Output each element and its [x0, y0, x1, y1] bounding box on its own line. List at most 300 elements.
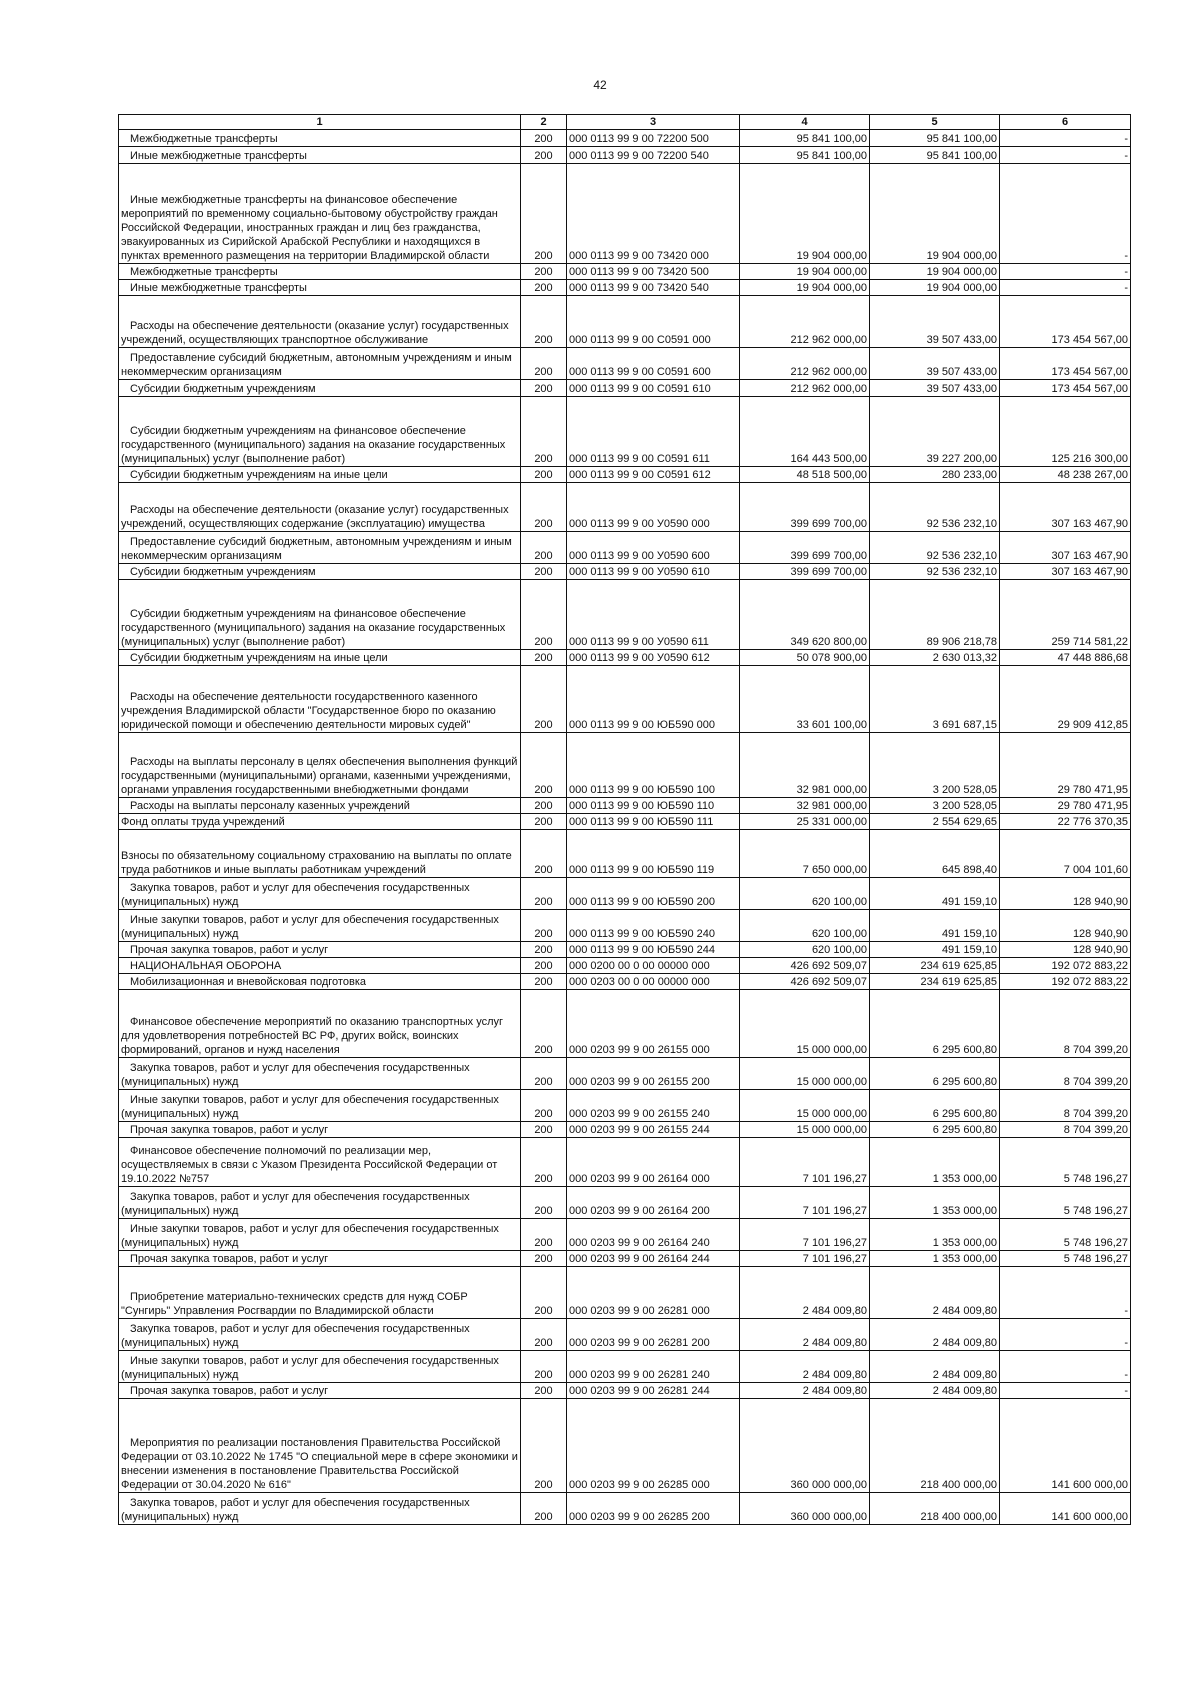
row-code: 200 [521, 564, 567, 580]
row-value-col5: 92 536 232,10 [870, 564, 1000, 580]
row-name-cell [119, 1138, 521, 1187]
row-kbk-code: 000 0203 99 9 00 26164 240 [567, 1219, 740, 1251]
row-kbk-code: 000 0113 99 9 00 72200 540 [567, 147, 740, 164]
row-name-cell [119, 814, 521, 830]
row-value-col6: - [1000, 1319, 1131, 1351]
row-code: 200 [521, 130, 567, 147]
row-value-col4: 426 692 509,07 [740, 974, 870, 990]
row-kbk-code: 000 0203 99 9 00 26285 200 [567, 1493, 740, 1525]
row-value-col5: 3 200 528,05 [870, 798, 1000, 814]
row-value-col6: 8 704 399,20 [1000, 990, 1131, 1058]
table-row [119, 814, 1131, 830]
row-value-col4: 399 699 700,00 [740, 483, 870, 532]
row-kbk-code: 000 0113 99 9 00 72200 500 [567, 130, 740, 147]
row-name: Субсидии бюджетным учреждениям на финансовое обеспечение государственного (муниципального) задания на оказание государственных (муниципальных) услуг (выполнение работ) [121, 425, 506, 465]
row-kbk-code: 000 0113 99 9 00 73420 540 [567, 280, 740, 296]
row-kbk-code: 000 0113 99 9 00 ЮБ590 240 [567, 910, 740, 942]
table-row [119, 1351, 1131, 1383]
row-name: Субсидии бюджетным учреждениям [130, 383, 316, 395]
row-kbk-code: 000 0113 99 9 00 ЮБ590 119 [567, 830, 740, 878]
row-value-col5: 39 507 433,00 [870, 380, 1000, 397]
row-value-col5: 92 536 232,10 [870, 532, 1000, 564]
row-value-col5: 95 841 100,00 [870, 130, 1000, 147]
row-name-cell [119, 397, 521, 467]
row-name-cell [119, 130, 521, 147]
row-value-col6: 173 454 567,00 [1000, 296, 1131, 348]
row-value-col4: 32 981 000,00 [740, 733, 870, 798]
table-row [119, 130, 1131, 147]
row-value-col6: 307 163 467,90 [1000, 483, 1131, 532]
row-value-col6: 5 748 196,27 [1000, 1251, 1131, 1267]
row-value-col5: 6 295 600,80 [870, 1090, 1000, 1122]
row-code: 200 [521, 164, 567, 264]
row-name-cell [119, 733, 521, 798]
table-row [119, 1267, 1131, 1319]
page-number: 42 [593, 78, 607, 92]
row-value-col4: 15 000 000,00 [740, 1058, 870, 1090]
row-value-col5: 491 159,10 [870, 910, 1000, 942]
row-value-col6: 307 163 467,90 [1000, 532, 1131, 564]
header-col-2: 2 [521, 115, 567, 130]
row-name-cell [119, 942, 521, 958]
row-value-col5: 2 554 629,65 [870, 814, 1000, 830]
row-name: Субсидии бюджетным учреждениям на финансовое обеспечение государственного (муниципального) задания на оказание государственных (муниципальных) услуг (выполнение работ) [121, 608, 506, 648]
table-row [119, 147, 1131, 164]
row-value-col4: 15 000 000,00 [740, 990, 870, 1058]
row-name: Мобилизационная и вневойсковая подготовка [130, 976, 366, 988]
row-name: Мероприятия по реализации постановления Правительства Российской Федерации от 03.10.2022 № 1745 "О специальной мере в сфере экономики и внесении изменения в постановление Правительства Российской Федерации от 30.04.2020 № 616" [121, 1437, 518, 1491]
row-value-col4: 164 443 500,00 [740, 397, 870, 467]
row-code: 200 [521, 1319, 567, 1351]
row-value-col4: 19 904 000,00 [740, 164, 870, 264]
row-value-col6: 8 704 399,20 [1000, 1058, 1131, 1090]
row-code: 200 [521, 147, 567, 164]
table-row [119, 532, 1131, 564]
row-name: Иные закупки товаров, работ и услуг для обеспечения государственных (муниципальных) нужд [121, 1094, 499, 1120]
table-row [119, 878, 1131, 910]
table-row [119, 1090, 1131, 1122]
table-row [119, 1251, 1131, 1267]
row-code: 200 [521, 1090, 567, 1122]
row-name: Иные закупки товаров, работ и услуг для обеспечения государственных (муниципальных) нужд [121, 1355, 499, 1381]
row-kbk-code: 000 0113 99 9 00 У0590 611 [567, 580, 740, 650]
row-value-col5: 645 898,40 [870, 830, 1000, 878]
row-value-col6: 192 072 883,22 [1000, 974, 1131, 990]
row-value-col5: 6 295 600,80 [870, 1058, 1000, 1090]
row-value-col4: 95 841 100,00 [740, 130, 870, 147]
row-name: Взносы по обязательному социальному страхованию на выплаты по оплате труда работников и иные выплаты работникам учреждений [121, 850, 512, 876]
table-row [119, 1493, 1131, 1525]
row-code: 200 [521, 666, 567, 733]
row-value-col6: 173 454 567,00 [1000, 348, 1131, 380]
row-code: 200 [521, 1251, 567, 1267]
row-value-col4: 95 841 100,00 [740, 147, 870, 164]
row-value-col5: 491 159,10 [870, 942, 1000, 958]
row-name: Межбюджетные трансферты [130, 266, 278, 278]
row-value-col4: 7 650 000,00 [740, 830, 870, 878]
row-kbk-code: 000 0113 99 9 00 ЮБ590 111 [567, 814, 740, 830]
row-value-col6: - [1000, 147, 1131, 164]
row-value-col6: 29 780 471,95 [1000, 798, 1131, 814]
row-kbk-code: 000 0113 99 9 00 С0591 612 [567, 467, 740, 483]
row-name: Расходы на выплаты персоналу казенных учреждений [130, 800, 410, 812]
row-kbk-code: 000 0113 99 9 00 У0590 600 [567, 532, 740, 564]
row-code: 200 [521, 878, 567, 910]
row-name: Предоставление субсидий бюджетным, автономным учреждениям и иным некоммерческим организациям [121, 536, 512, 562]
row-name-cell [119, 532, 521, 564]
row-code: 200 [521, 1219, 567, 1251]
row-kbk-code: 000 0113 99 9 00 73420 000 [567, 164, 740, 264]
row-value-col5: 2 484 009,80 [870, 1351, 1000, 1383]
row-name-cell [119, 580, 521, 650]
row-value-col4: 620 100,00 [740, 878, 870, 910]
row-value-col5: 39 507 433,00 [870, 348, 1000, 380]
row-name: Иные межбюджетные трансферты на финансовое обеспечение мероприятий по временному социально-бытовому обустройству граждан Российской Федерации, иностранных граждан и лиц без гражданства, эвакуированных из Сирийской Арабской Республики и находящихся в пунктах временного размещения на территории Владимирской области [121, 194, 498, 262]
row-value-col4: 212 962 000,00 [740, 296, 870, 348]
row-code: 200 [521, 1122, 567, 1138]
row-kbk-code: 000 0113 99 9 00 С0591 611 [567, 397, 740, 467]
row-value-col4: 2 484 009,80 [740, 1267, 870, 1319]
row-kbk-code: 000 0203 99 9 00 26285 000 [567, 1399, 740, 1493]
row-value-col6: 5 748 196,27 [1000, 1187, 1131, 1219]
row-code: 200 [521, 380, 567, 397]
row-name: Субсидии бюджетным учреждениям на иные цели [130, 469, 388, 481]
table-row [119, 483, 1131, 532]
row-name: Финансовое обеспечение полномочий по реализации мер, осуществляемых в связи с Указом Президента Российской Федерации от 19.10.2022 №757 [121, 1145, 498, 1185]
row-value-col6: - [1000, 1267, 1131, 1319]
row-name-cell [119, 164, 521, 264]
row-code: 200 [521, 264, 567, 280]
row-code: 200 [521, 1138, 567, 1187]
row-name-cell [119, 958, 521, 974]
row-name: Расходы на выплаты персоналу в целях обеспечения выполнения функций государственными (муниципальными) органами, казенными учреждениями, органами управления государственными внебюджетными фондами [121, 756, 518, 796]
row-kbk-code: 000 0113 99 9 00 С0591 600 [567, 348, 740, 380]
row-value-col6: 48 238 267,00 [1000, 467, 1131, 483]
row-value-col4: 360 000 000,00 [740, 1493, 870, 1525]
row-name-cell [119, 147, 521, 164]
row-value-col4: 50 078 900,00 [740, 650, 870, 666]
row-name-cell [119, 1493, 521, 1525]
row-name: Закупка товаров, работ и услуг для обеспечения государственных (муниципальных) нужд [121, 1323, 470, 1349]
row-value-col4: 426 692 509,07 [740, 958, 870, 974]
row-value-col4: 7 101 196,27 [740, 1187, 870, 1219]
row-value-col6: 128 940,90 [1000, 942, 1131, 958]
row-name-cell [119, 1351, 521, 1383]
row-code: 200 [521, 483, 567, 532]
row-value-col4: 7 101 196,27 [740, 1219, 870, 1251]
row-name: Расходы на обеспечение деятельности государственного казенного учреждения Владимирской области "Государственное бюро по оказанию юридической помощи и обеспечению деятельности мировых судей" [121, 691, 496, 731]
table-row [119, 348, 1131, 380]
row-kbk-code: 000 0113 99 9 00 С0591 610 [567, 380, 740, 397]
row-value-col6: 173 454 567,00 [1000, 380, 1131, 397]
row-name-cell [119, 264, 521, 280]
table-row [119, 1399, 1131, 1493]
row-value-col6: 141 600 000,00 [1000, 1493, 1131, 1525]
row-value-col5: 39 507 433,00 [870, 296, 1000, 348]
row-code: 200 [521, 1187, 567, 1219]
row-name-cell [119, 1187, 521, 1219]
row-kbk-code: 000 0203 00 0 00 00000 000 [567, 974, 740, 990]
row-value-col4: 2 484 009,80 [740, 1351, 870, 1383]
table-row [119, 380, 1131, 397]
row-code: 200 [521, 733, 567, 798]
row-value-col4: 15 000 000,00 [740, 1122, 870, 1138]
row-name-cell [119, 1122, 521, 1138]
row-name: Иные межбюджетные трансферты [130, 150, 307, 162]
row-code: 200 [521, 532, 567, 564]
table-row [119, 666, 1131, 733]
row-name: Иные закупки товаров, работ и услуг для обеспечения государственных (муниципальных) нужд [121, 914, 499, 940]
row-name: Расходы на обеспечение деятельности (оказание услуг) государственных учреждений, осуществляющих содержание (эксплуатацию) имущества [121, 504, 509, 530]
row-value-col5: 95 841 100,00 [870, 147, 1000, 164]
row-name-cell [119, 1383, 521, 1399]
row-kbk-code: 000 0113 99 9 00 ЮБ590 244 [567, 942, 740, 958]
row-name: Закупка товаров, работ и услуг для обеспечения государственных (муниципальных) нужд [121, 1062, 470, 1088]
row-value-col5: 2 484 009,80 [870, 1267, 1000, 1319]
row-value-col4: 48 518 500,00 [740, 467, 870, 483]
row-value-col6: 141 600 000,00 [1000, 1399, 1131, 1493]
row-name-cell [119, 1267, 521, 1319]
row-value-col6: 5 748 196,27 [1000, 1138, 1131, 1187]
row-kbk-code: 000 0113 99 9 00 У0590 000 [567, 483, 740, 532]
row-name: Иные межбюджетные трансферты [130, 282, 307, 294]
row-value-col5: 2 484 009,80 [870, 1319, 1000, 1351]
table-row [119, 164, 1131, 264]
row-code: 200 [521, 814, 567, 830]
row-value-col5: 19 904 000,00 [870, 164, 1000, 264]
row-code: 200 [521, 650, 567, 666]
header-col-5: 5 [870, 115, 1000, 130]
row-kbk-code: 000 0113 99 9 00 ЮБ590 110 [567, 798, 740, 814]
table-row [119, 910, 1131, 942]
row-value-col4: 7 101 196,27 [740, 1251, 870, 1267]
row-value-col5: 2 630 013,32 [870, 650, 1000, 666]
row-value-col6: 29 780 471,95 [1000, 733, 1131, 798]
row-code: 200 [521, 296, 567, 348]
row-kbk-code: 000 0113 99 9 00 С0591 000 [567, 296, 740, 348]
row-value-col6: 5 748 196,27 [1000, 1219, 1131, 1251]
row-value-col6: - [1000, 130, 1131, 147]
table-row [119, 580, 1131, 650]
row-value-col4: 212 962 000,00 [740, 380, 870, 397]
row-value-col4: 33 601 100,00 [740, 666, 870, 733]
row-value-col4: 15 000 000,00 [740, 1090, 870, 1122]
row-name-cell [119, 348, 521, 380]
row-kbk-code: 000 0113 99 9 00 У0590 612 [567, 650, 740, 666]
row-value-col5: 1 353 000,00 [870, 1187, 1000, 1219]
row-kbk-code: 000 0203 99 9 00 26155 244 [567, 1122, 740, 1138]
row-code: 200 [521, 910, 567, 942]
row-name: Субсидии бюджетным учреждениям на иные цели [130, 652, 388, 664]
table-row [119, 830, 1131, 878]
row-value-col6: 8 704 399,20 [1000, 1122, 1131, 1138]
row-name-cell [119, 483, 521, 532]
row-name: Прочая закупка товаров, работ и услуг [130, 944, 329, 956]
row-name-cell [119, 380, 521, 397]
row-value-col6: - [1000, 1383, 1131, 1399]
row-value-col4: 19 904 000,00 [740, 264, 870, 280]
row-value-col5: 6 295 600,80 [870, 1122, 1000, 1138]
row-value-col5: 3 691 687,15 [870, 666, 1000, 733]
row-name-cell [119, 1251, 521, 1267]
row-value-col5: 1 353 000,00 [870, 1219, 1000, 1251]
row-name: Субсидии бюджетным учреждениям [130, 566, 316, 578]
row-name-cell [119, 878, 521, 910]
row-name: Прочая закупка товаров, работ и услуг [130, 1385, 329, 1397]
table-row [119, 296, 1131, 348]
row-code: 200 [521, 974, 567, 990]
row-kbk-code: 000 0203 99 9 00 26155 000 [567, 990, 740, 1058]
row-kbk-code: 000 0113 99 9 00 ЮБ590 200 [567, 878, 740, 910]
row-kbk-code: 000 0113 99 9 00 ЮБ590 100 [567, 733, 740, 798]
row-value-col4: 212 962 000,00 [740, 348, 870, 380]
table-row [119, 1138, 1131, 1187]
row-kbk-code: 000 0203 99 9 00 26281 000 [567, 1267, 740, 1319]
row-code: 200 [521, 280, 567, 296]
row-value-col4: 32 981 000,00 [740, 798, 870, 814]
row-name: Приобретение материально-технических средств для нужд СОБР "Сунгирь" Управления Росгвардии по Владимирской области [121, 1291, 468, 1317]
row-name-cell [119, 830, 521, 878]
row-value-col5: 19 904 000,00 [870, 264, 1000, 280]
row-value-col5: 234 619 625,85 [870, 958, 1000, 974]
row-code: 200 [521, 830, 567, 878]
row-value-col6: 307 163 467,90 [1000, 564, 1131, 580]
header-row [119, 115, 1131, 130]
row-name: Закупка товаров, работ и услуг для обеспечения государственных (муниципальных) нужд [121, 1497, 470, 1523]
table-row [119, 264, 1131, 280]
row-code: 200 [521, 1058, 567, 1090]
row-name-cell [119, 1090, 521, 1122]
row-name-cell [119, 650, 521, 666]
row-value-col6: 192 072 883,22 [1000, 958, 1131, 974]
row-value-col5: 92 536 232,10 [870, 483, 1000, 532]
row-name: Прочая закупка товаров, работ и услуг [130, 1124, 329, 1136]
row-name: Межбюджетные трансферты [130, 133, 278, 145]
row-value-col5: 89 906 218,78 [870, 580, 1000, 650]
table-row [119, 467, 1131, 483]
table-row [119, 974, 1131, 990]
row-code: 200 [521, 1383, 567, 1399]
row-kbk-code: 000 0200 00 0 00 00000 000 [567, 958, 740, 974]
row-name-cell [119, 280, 521, 296]
row-kbk-code: 000 0113 99 9 00 ЮБ590 000 [567, 666, 740, 733]
table-row [119, 397, 1131, 467]
row-kbk-code: 000 0203 99 9 00 26281 200 [567, 1319, 740, 1351]
row-name: Закупка товаров, работ и услуг для обеспечения государственных (муниципальных) нужд [121, 882, 470, 908]
row-code: 200 [521, 1493, 567, 1525]
row-name: Закупка товаров, работ и услуг для обеспечения государственных (муниципальных) нужд [121, 1191, 470, 1217]
row-code: 200 [521, 467, 567, 483]
row-value-col4: 7 101 196,27 [740, 1138, 870, 1187]
row-name-cell [119, 666, 521, 733]
row-name-cell [119, 1219, 521, 1251]
row-value-col6: 125 216 300,00 [1000, 397, 1131, 467]
row-code: 200 [521, 942, 567, 958]
row-value-col4: 399 699 700,00 [740, 564, 870, 580]
row-value-col6: 8 704 399,20 [1000, 1090, 1131, 1122]
row-value-col5: 218 400 000,00 [870, 1493, 1000, 1525]
row-kbk-code: 000 0203 99 9 00 26164 200 [567, 1187, 740, 1219]
row-code: 200 [521, 798, 567, 814]
row-value-col5: 234 619 625,85 [870, 974, 1000, 990]
row-value-col5: 6 295 600,80 [870, 990, 1000, 1058]
table-row [119, 1187, 1131, 1219]
row-value-col6: 29 909 412,85 [1000, 666, 1131, 733]
row-name-cell [119, 910, 521, 942]
row-value-col6: 47 448 886,68 [1000, 650, 1131, 666]
table-row [119, 958, 1131, 974]
table-row [119, 1219, 1131, 1251]
table-row [119, 1319, 1131, 1351]
row-code: 200 [521, 1399, 567, 1493]
row-name: Прочая закупка товаров, работ и услуг [130, 1253, 329, 1265]
row-name-cell [119, 467, 521, 483]
row-value-col5: 1 353 000,00 [870, 1138, 1000, 1187]
row-value-col6: - [1000, 164, 1131, 264]
row-value-col4: 25 331 000,00 [740, 814, 870, 830]
row-kbk-code: 000 0203 99 9 00 26281 240 [567, 1351, 740, 1383]
row-code: 200 [521, 580, 567, 650]
row-name: Фонд оплаты труда учреждений [121, 816, 285, 828]
table-row [119, 798, 1131, 814]
header-col-1: 1 [119, 115, 521, 130]
row-kbk-code: 000 0203 99 9 00 26281 244 [567, 1383, 740, 1399]
header-col-4: 4 [740, 115, 870, 130]
table-row [119, 1383, 1131, 1399]
row-value-col4: 360 000 000,00 [740, 1399, 870, 1493]
row-name-cell [119, 1058, 521, 1090]
table-row [119, 280, 1131, 296]
row-value-col5: 1 353 000,00 [870, 1251, 1000, 1267]
header-col-3: 3 [567, 115, 740, 130]
row-value-col6: - [1000, 280, 1131, 296]
row-code: 200 [521, 348, 567, 380]
row-kbk-code: 000 0113 99 9 00 73420 500 [567, 264, 740, 280]
row-code: 200 [521, 1351, 567, 1383]
row-name-cell [119, 1399, 521, 1493]
row-value-col4: 349 620 800,00 [740, 580, 870, 650]
row-value-col5: 39 227 200,00 [870, 397, 1000, 467]
row-name-cell [119, 974, 521, 990]
row-name-cell [119, 990, 521, 1058]
row-value-col5: 218 400 000,00 [870, 1399, 1000, 1493]
table-row [119, 564, 1131, 580]
table-row [119, 733, 1131, 798]
table-body [119, 130, 1131, 1525]
row-kbk-code: 000 0113 99 9 00 У0590 610 [567, 564, 740, 580]
row-code: 200 [521, 397, 567, 467]
row-value-col6: 128 940,90 [1000, 878, 1131, 910]
row-value-col5: 3 200 528,05 [870, 733, 1000, 798]
row-name: НАЦИОНАЛЬНАЯ ОБОРОНА [130, 960, 282, 972]
row-value-col5: 2 484 009,80 [870, 1383, 1000, 1399]
row-code: 200 [521, 958, 567, 974]
row-value-col6: 259 714 581,22 [1000, 580, 1131, 650]
row-value-col5: 491 159,10 [870, 878, 1000, 910]
row-value-col4: 620 100,00 [740, 910, 870, 942]
row-value-col5: 280 233,00 [870, 467, 1000, 483]
row-code: 200 [521, 1267, 567, 1319]
row-value-col6: 7 004 101,60 [1000, 830, 1131, 878]
row-kbk-code: 000 0203 99 9 00 26164 000 [567, 1138, 740, 1187]
row-name-cell [119, 564, 521, 580]
table-row [119, 650, 1131, 666]
table-row [119, 942, 1131, 958]
row-name: Расходы на обеспечение деятельности (оказание услуг) государственных учреждений, осуществляющих транспортное обслуживание [121, 320, 509, 346]
row-value-col4: 620 100,00 [740, 942, 870, 958]
row-value-col4: 2 484 009,80 [740, 1319, 870, 1351]
row-name: Предоставление субсидий бюджетным, автономным учреждениям и иным некоммерческим организациям [121, 352, 512, 378]
